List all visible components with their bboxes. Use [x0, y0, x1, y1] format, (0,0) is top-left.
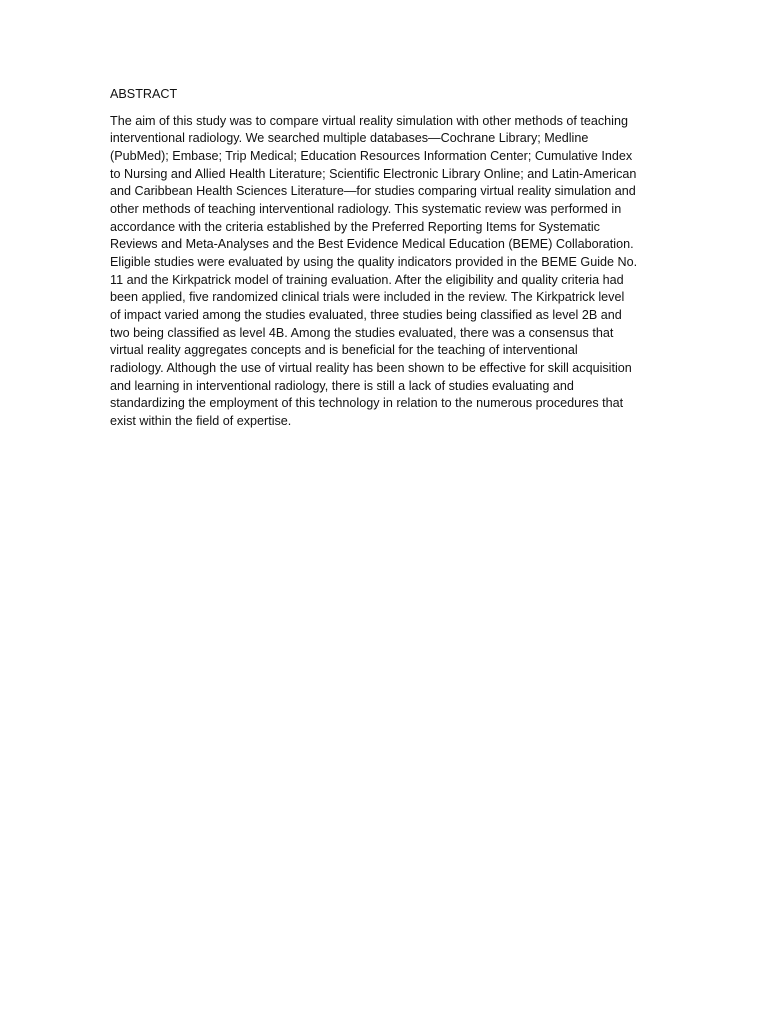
abstract-section — [110, 86, 660, 430]
abstract-body: The aim of this study was to compare virtual reality simulation with other methods of teaching interventional radiology. We searched multiple databases—Cochrane Library; Medline (PubMed); Embase; Trip Medical; Education Resources Information Center; Cumulative Index to Nursing and Allied Health Literature; Scientific Electronic Library Online; and Latin-American and Caribbean Health Sciences Literature—for studies comparing virtual reality simulation and other methods of teaching interventional radiology. This systematic review was performed in accordance with the criteria established by the Preferred Reporting Items for Systematic Reviews and Meta-Analyses and the Best Evidence Medical Education (BEME) Collaboration. Eligible studies were evaluated by using the quality indicators provided in the BEME Guide No. 11 and the Kirkpatrick model of training evaluation. After the eligibility and quality criteria had been applied, five randomized clinical trials were included in the review. The Kirkpatrick level of impact varied among the studies evaluated, three studies being classified as level 2B and two being classified as level 4B. Among the studies evaluated, there was a consensus that virtual reality aggregates concepts and is beneficial for the teaching of interventional radiology. Although the use of virtual reality has been shown to be effective for skill acquisition and learning in interventional radiology, there is still a lack of studies evaluating and standardizing the employment of this technology in relation to the numerous procedures that exist within the field of expertise. — [110, 113, 638, 428]
abstract-heading: ABSTRACT — [110, 87, 178, 101]
